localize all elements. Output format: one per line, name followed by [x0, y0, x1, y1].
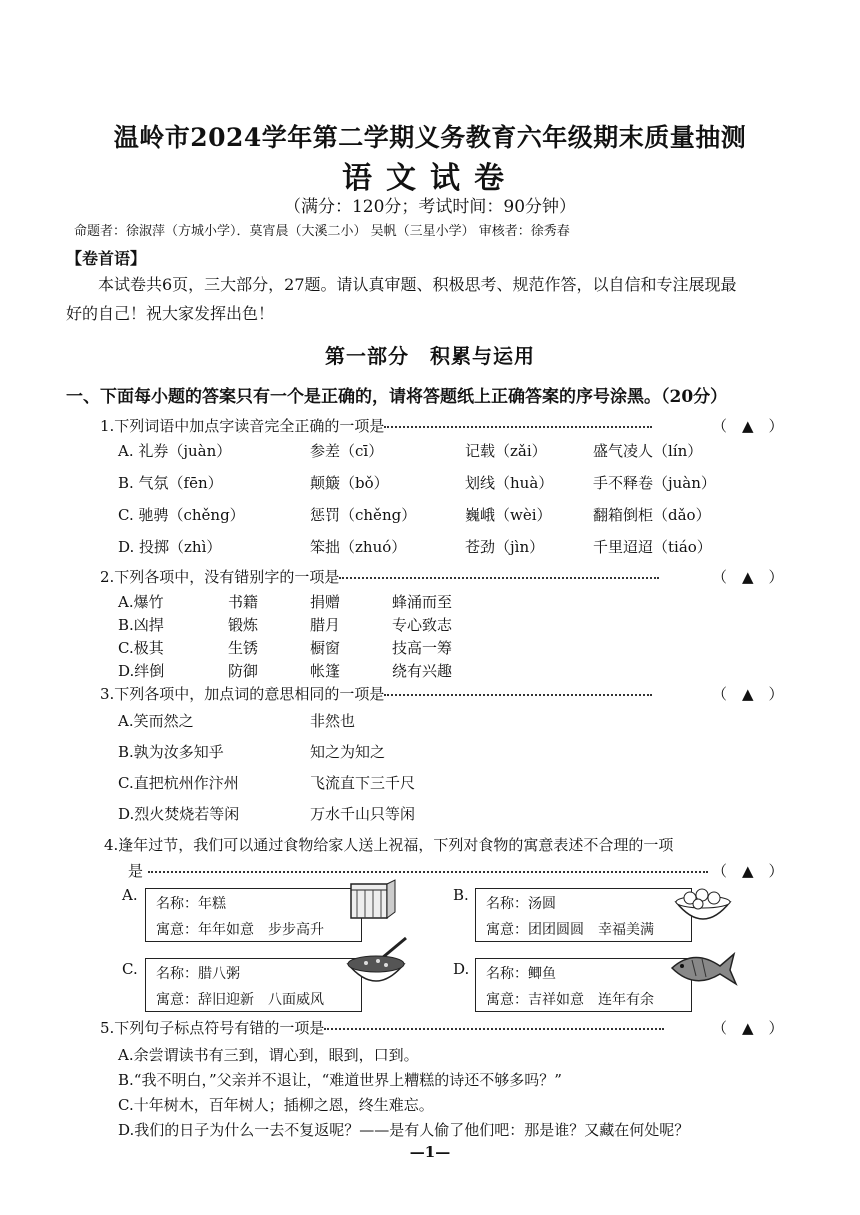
q3-opt-c-2: 飞流直下三千尺: [310, 774, 416, 792]
q3-opt-d-2: 万水千山只等闲: [310, 805, 416, 823]
rice-cake-illustration: [347, 876, 399, 924]
q4-opt-d-card: [475, 958, 692, 1012]
q2-opt-b-2: 锻炼: [228, 616, 259, 634]
q2-opt-d-4: 绕有兴趣: [392, 662, 453, 680]
q3-answer-slot[interactable]: （ ▲ ）: [712, 685, 784, 703]
q4-opt-a-meaning: 寓意：年年如意 步步高升: [156, 922, 324, 938]
page-number: —1—: [409, 1143, 451, 1161]
q3-opt-b-2: 知之为知之: [310, 743, 386, 761]
q2-opt-a-1: A.爆竹: [118, 593, 164, 611]
q2-opt-c-3: 橱窗: [310, 639, 341, 657]
leader-dots: [384, 426, 652, 428]
q2-opt-d-1: D.绊倒: [118, 662, 165, 680]
q5-stem-text: 5.下列句子标点符号有错的一项是: [100, 1019, 325, 1037]
q1-opt-a-2: 参差（cī）: [310, 442, 384, 460]
q2-opt-a-4: 蜂涌而至: [392, 593, 453, 611]
q4-opt-c-letter: C.: [122, 960, 138, 978]
q3-stem: [100, 683, 652, 704]
q1-opt-b-4: 手不释卷（juàn）: [593, 474, 716, 492]
q2-stem-text: 2.下列各项中，没有错别字的一项是: [100, 568, 340, 586]
q2-answer-slot[interactable]: （ ▲ ）: [712, 568, 784, 586]
q2-opt-a-3: 捐赠: [310, 593, 341, 611]
authors-line: 命题者：徐淑萍（方城小学）．莫宵晨（大溪二小） 吴帆（三星小学） 审核者：徐秀春: [74, 224, 570, 239]
q2-opt-b-4: 专心致志: [392, 616, 453, 634]
score-time: （满分：120分；考试时间：90分钟）: [283, 197, 577, 217]
leader-dots: [339, 577, 659, 579]
q5-answer-slot[interactable]: （ ▲ ）: [712, 1019, 784, 1037]
leader-dots: [324, 1028, 664, 1030]
q2-opt-d-3: 帐篷: [310, 662, 341, 680]
tangyuan-bowl-illustration: [672, 884, 734, 934]
q2-opt-d-2: 防御: [228, 662, 259, 680]
subject-title: 语文试卷: [342, 161, 518, 196]
q4-opt-b-meaning: 寓意：团团圆圆 幸福美满: [486, 922, 654, 938]
q2-opt-b-1: B.凶捍: [118, 616, 164, 634]
q4-stem-line-1: 4.逢年过节，我们可以通过食物给家人送上祝福，下列对食物的寓意表述不合理的一项: [104, 836, 674, 854]
preface-heading: 【卷首语】: [66, 249, 147, 268]
q2-opt-c-1: C.极其: [118, 639, 164, 657]
q1-opt-a-1: A. 礼券（juàn）: [118, 442, 232, 460]
q5-opt-a: A.余尝谓读书有三到，谓心到，眼到，口到。: [118, 1046, 419, 1064]
part-title: 第一部分 积累与运用: [325, 344, 535, 368]
q4-opt-d-meaning: 寓意：吉祥如意 连年有余: [486, 992, 654, 1008]
leader-dots: [384, 694, 652, 696]
section-title: 一、下面每小题的答案只有一个是正确的，请将答题纸上正确答案的序号涂黑。（20分）: [66, 387, 728, 407]
q4-opt-c-name: 名称：腊八粥: [156, 966, 240, 982]
q5-opt-d: D.我们的日子为什么一去不复返呢？——是有人偷了他们吧：那是谁？又藏在何处呢？: [118, 1121, 690, 1139]
q4-opt-b-card: [475, 888, 692, 942]
q1-opt-c-3: 巍峨（wèi）: [465, 506, 552, 524]
q5-opt-c: C.十年树木，百年树人；插柳之恩，终生难忘。: [118, 1096, 434, 1114]
preface-line-2: 好的自己！祝大家发挥出色！: [66, 304, 275, 323]
q4-opt-b-name: 名称：汤圆: [486, 896, 556, 912]
q3-opt-c-1: C.直把杭州作汴州: [118, 774, 239, 792]
exam-title: 温岭市2024学年第二学期义务教育六年级期末质量抽测: [113, 123, 747, 152]
q4-opt-a-letter: A.: [122, 886, 138, 904]
preface-line-1: 本试卷共6页，三大部分，27题。请认真审题、积极思考、规范作答，以自信和专注展现最: [98, 275, 737, 294]
q5-stem: [100, 1017, 664, 1038]
q4-opt-c-card: [145, 958, 362, 1012]
q1-answer-slot[interactable]: （ ▲ ）: [712, 417, 784, 435]
q3-opt-b-1: B.孰为汝多知乎: [118, 743, 224, 761]
q1-opt-b-3: 划线（huà）: [465, 474, 554, 492]
q3-stem-text: 3.下列各项中，加点词的意思相同的一项是: [100, 685, 385, 703]
q1-opt-c-4: 翻箱倒柜（dǎo）: [593, 506, 711, 524]
q2-opt-c-2: 生锈: [228, 639, 259, 657]
q1-opt-c-1: C. 驰骋（chěng）: [118, 506, 245, 524]
q4-opt-a-card: [145, 888, 362, 942]
q1-stem-text: 1.下列词语中加点字读音完全正确的一项是: [100, 417, 385, 435]
q4-stem-line-2: [128, 860, 708, 881]
q1-opt-d-2: 笨拙（zhuó）: [310, 538, 407, 556]
q4-opt-d-letter: D.: [453, 960, 470, 978]
crucian-carp-illustration: [666, 944, 738, 994]
q2-opt-a-2: 书籍: [228, 593, 259, 611]
q4-opt-d-name: 名称：鲫鱼: [486, 966, 556, 982]
q1-stem: [100, 415, 652, 436]
q1-opt-a-3: 记载（zǎi）: [465, 442, 547, 460]
q1-opt-c-2: 惩罚（chěng）: [310, 506, 417, 524]
q1-opt-d-1: D. 投掷（zhì）: [118, 538, 222, 556]
q1-opt-a-4: 盛气凌人（lín）: [593, 442, 703, 460]
q1-opt-b-1: B. 气氛（fēn）: [118, 474, 223, 492]
q3-opt-a-2: 非然也: [310, 712, 356, 730]
q1-opt-d-3: 苍劲（jìn）: [465, 538, 545, 556]
laba-porridge-illustration: [342, 936, 412, 992]
q4-opt-a-name: 名称：年糕: [156, 896, 226, 912]
q1-opt-b-2: 颠簸（bǒ）: [310, 474, 389, 492]
q4-stem-text: 是: [128, 862, 144, 880]
q5-opt-b: B.“我不明白，”父亲并不退让，“难道世界上糟糕的诗还不够多吗？”: [118, 1071, 562, 1089]
q3-opt-d-1: D.烈火焚烧若等闲: [118, 805, 240, 823]
q4-answer-slot[interactable]: （ ▲ ）: [712, 862, 784, 880]
q3-opt-a-1: A.笑而然之: [118, 712, 194, 730]
q4-opt-c-meaning: 寓意：辞旧迎新 八面威风: [156, 992, 324, 1008]
q2-stem: [100, 566, 659, 587]
q2-opt-c-4: 技高一筹: [392, 639, 453, 657]
leader-dots: [148, 871, 708, 873]
q2-opt-b-3: 腊月: [310, 616, 341, 634]
q4-opt-b-letter: B.: [453, 886, 469, 904]
q1-opt-d-4: 千里迢迢（tiáo）: [593, 538, 712, 556]
